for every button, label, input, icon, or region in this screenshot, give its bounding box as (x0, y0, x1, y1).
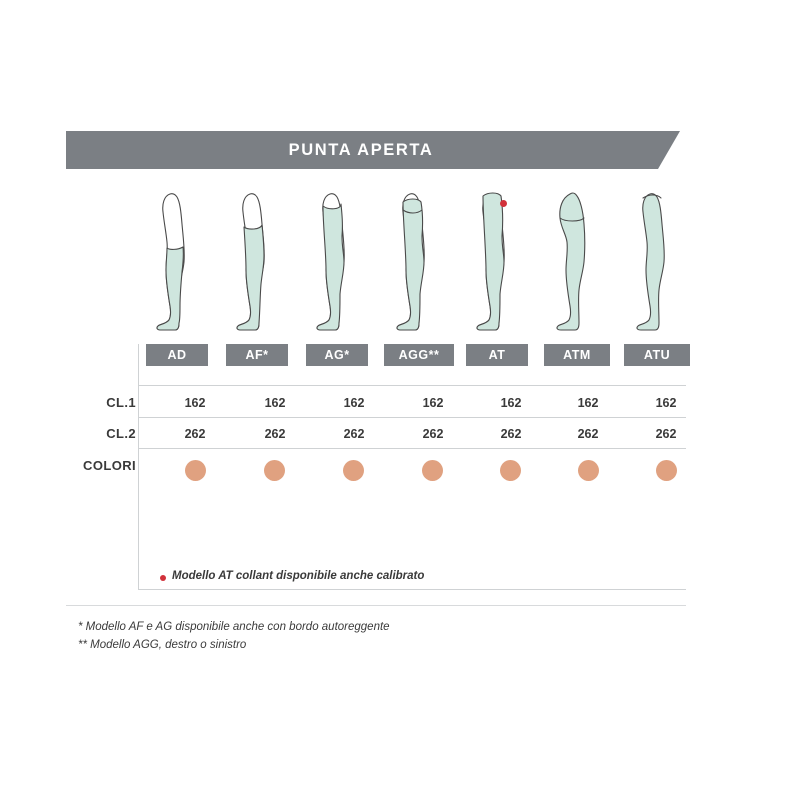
row-label-colori: COLORI (83, 458, 136, 473)
product-code-ag: AG* (306, 344, 368, 366)
table-rule-mid (138, 417, 686, 418)
cell-cl2-atm: 262 (577, 427, 599, 441)
product-code-at: AT (466, 344, 528, 366)
leg-stocking-icon (298, 190, 378, 340)
cell-cl2-atu: 262 (655, 427, 677, 441)
row-label-cl2: CL.2 (106, 426, 136, 441)
product-code-af: AF* (226, 344, 288, 366)
red-note-text: Modello AT collant disponibile anche calibrato (172, 570, 425, 582)
table-rule-colors (138, 448, 686, 449)
leg-unisex-tights-icon (618, 190, 698, 340)
cell-cl2-at: 262 (500, 427, 522, 441)
calibrated-marker-dot (500, 200, 507, 207)
cell-cl1-agg: 162 (422, 396, 444, 410)
leg-knee-high-icon (138, 190, 218, 340)
color-swatch-agg (422, 460, 443, 481)
leg-single-pantyhose-icon (378, 190, 458, 340)
product-code-atm: ATM (544, 344, 610, 366)
cell-cl2-ad: 262 (184, 427, 206, 441)
color-swatch-atu (656, 460, 677, 481)
cell-cl1-af: 162 (264, 396, 286, 410)
red-note-dot-icon (160, 575, 166, 581)
cell-cl1-ad: 162 (184, 396, 206, 410)
color-swatch-ag (343, 460, 364, 481)
table-vertical-rule (138, 344, 139, 589)
product-code-ad: AD (146, 344, 208, 366)
cell-cl1-atm: 162 (577, 396, 599, 410)
color-swatch-af (264, 460, 285, 481)
table-rule-top (138, 385, 686, 386)
table-rule-bottom (138, 589, 686, 590)
color-swatch-at (500, 460, 521, 481)
cell-cl1-atu: 162 (655, 396, 677, 410)
figure-row (138, 190, 698, 340)
footnote-single-asterisk: * Modello AF e AG disponibile anche con bordo autoreggente (78, 621, 390, 633)
page-title: PUNTA APERTA (288, 141, 434, 159)
cell-cl2-af: 262 (264, 427, 286, 441)
product-code-agg: AGG** (384, 344, 454, 366)
color-swatch-atm (578, 460, 599, 481)
leg-maternity-icon (538, 190, 618, 340)
cell-cl1-at: 162 (500, 396, 522, 410)
footer-separator (66, 605, 686, 606)
row-label-cl1: CL.1 (106, 395, 136, 410)
footnote-double-asterisk: ** Modello AGG, destro o sinistro (78, 639, 247, 651)
color-swatch-ad (185, 460, 206, 481)
cell-cl2-agg: 262 (422, 427, 444, 441)
product-code-atu: ATU (624, 344, 690, 366)
cell-cl1-ag: 162 (343, 396, 365, 410)
product-code-row (138, 344, 698, 366)
leg-thigh-high-icon (218, 190, 298, 340)
cell-cl2-ag: 262 (343, 427, 365, 441)
banner (66, 131, 680, 169)
leg-tights-icon (458, 190, 538, 340)
